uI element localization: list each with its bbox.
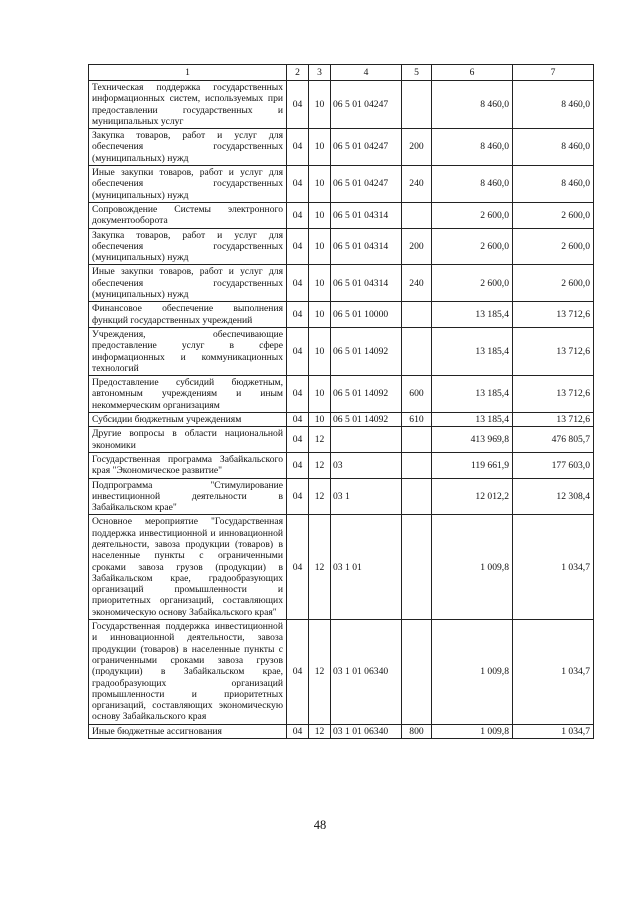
row-sum-2023-cell: 13 712,6 [513, 376, 594, 413]
row-razdel-cell: 10 [309, 202, 331, 228]
row-name-cell: Другие вопросы в области национальной экономики [89, 427, 287, 453]
row-vid-cell [402, 478, 432, 515]
row-sum-2022-cell: 413 969,8 [432, 427, 513, 453]
header-row [89, 65, 594, 81]
row-sum-2023-cell: 2 600,0 [513, 265, 594, 302]
row-ved-cell: 04 [287, 515, 309, 620]
row-ved-cell: 04 [287, 81, 309, 129]
row-tsel-cell: 03 1 [331, 478, 402, 515]
row-razdel-cell: 12 [309, 724, 331, 738]
row-sum-2023-cell: 8 460,0 [513, 81, 594, 129]
row-sum-2023-cell: 13 712,6 [513, 327, 594, 375]
row-tsel-cell: 06 5 01 04314 [331, 228, 402, 265]
header-col-1: 1 [89, 65, 287, 81]
row-sum-2023-cell: 177 603,0 [513, 452, 594, 478]
row-name-cell: Государственная поддержка инвестиционной и инновационной деятельности, завоза продукции (товаров) в населенные пункты с ограниченными сроками завоза грузов (продукции) в Забайкальском крае, градообразующих организаций промышленности и приоритетных организаций, составляющих экономическую основу Забайкальского края [89, 620, 287, 725]
header-col-4: 4 [331, 65, 402, 81]
row-name-cell: Финансовое обеспечение выполнения функций государственных учреждений [89, 302, 287, 328]
row-sum-2022-cell: 1 009,8 [432, 724, 513, 738]
row-ved-cell: 04 [287, 327, 309, 375]
table-row [89, 427, 594, 453]
row-razdel-cell: 12 [309, 478, 331, 515]
row-razdel-cell: 10 [309, 327, 331, 375]
row-ved-cell: 04 [287, 166, 309, 203]
table-row [89, 413, 594, 427]
row-sum-2023-cell: 1 034,7 [513, 620, 594, 725]
row-sum-2022-cell: 1 009,8 [432, 515, 513, 620]
row-tsel-cell: 06 5 01 10000 [331, 302, 402, 328]
row-vid-cell [402, 202, 432, 228]
row-vid-cell [402, 427, 432, 453]
row-razdel-cell: 10 [309, 413, 331, 427]
row-ved-cell: 04 [287, 478, 309, 515]
row-sum-2022-cell: 13 185,4 [432, 327, 513, 375]
row-name-cell: Иные закупки товаров, работ и услуг для обеспечения государственных (муниципальных) нужд [89, 166, 287, 203]
row-sum-2022-cell: 8 460,0 [432, 166, 513, 203]
row-razdel-cell: 12 [309, 515, 331, 620]
table-row [89, 515, 594, 620]
row-ved-cell: 04 [287, 413, 309, 427]
row-ved-cell: 04 [287, 620, 309, 725]
table-row [89, 129, 594, 166]
table-row [89, 452, 594, 478]
row-vid-cell [402, 302, 432, 328]
table-row [89, 202, 594, 228]
row-razdel-cell: 10 [309, 129, 331, 166]
row-sum-2023-cell: 8 460,0 [513, 129, 594, 166]
row-sum-2022-cell: 13 185,4 [432, 413, 513, 427]
row-vid-cell: 240 [402, 166, 432, 203]
row-sum-2023-cell: 13 712,6 [513, 302, 594, 328]
header-col-6: 6 [432, 65, 513, 81]
row-tsel-cell: 06 5 01 14092 [331, 376, 402, 413]
row-name-cell: Учреждения, обеспечивающие предоставление услуг в сфере информационных и коммуникационных технологий [89, 327, 287, 375]
table-row [89, 265, 594, 302]
row-ved-cell: 04 [287, 724, 309, 738]
row-razdel-cell: 12 [309, 620, 331, 725]
row-tsel-cell [331, 427, 402, 453]
row-ved-cell: 04 [287, 228, 309, 265]
row-sum-2023-cell: 1 034,7 [513, 515, 594, 620]
row-tsel-cell: 03 [331, 452, 402, 478]
row-razdel-cell: 12 [309, 427, 331, 453]
row-tsel-cell: 06 5 01 04314 [331, 265, 402, 302]
row-sum-2023-cell: 12 308,4 [513, 478, 594, 515]
row-sum-2023-cell: 13 712,6 [513, 413, 594, 427]
row-razdel-cell: 10 [309, 81, 331, 129]
row-name-cell: Закупка товаров, работ и услуг для обеспечения государственных (муниципальных) нужд [89, 228, 287, 265]
row-vid-cell: 240 [402, 265, 432, 302]
row-tsel-cell: 03 1 01 [331, 515, 402, 620]
header-col-7: 7 [513, 65, 594, 81]
row-vid-cell: 800 [402, 724, 432, 738]
row-tsel-cell: 06 5 01 04247 [331, 81, 402, 129]
row-name-cell: Предоставление субсидий бюджетным, автономным учреждениям и иным некоммерческим организациям [89, 376, 287, 413]
row-tsel-cell: 03 1 01 06340 [331, 620, 402, 725]
table-row [89, 327, 594, 375]
row-sum-2022-cell: 119 661,9 [432, 452, 513, 478]
row-ved-cell: 04 [287, 265, 309, 302]
table-row [89, 81, 594, 129]
row-vid-cell [402, 327, 432, 375]
row-sum-2022-cell: 1 009,8 [432, 620, 513, 725]
row-vid-cell [402, 620, 432, 725]
header-col-3: 3 [309, 65, 331, 81]
row-name-cell: Государственная программа Забайкальского края "Экономическое развитие" [89, 452, 287, 478]
row-ved-cell: 04 [287, 129, 309, 166]
row-name-cell: Закупка товаров, работ и услуг для обеспечения государственных (муниципальных) нужд [89, 129, 287, 166]
row-sum-2022-cell: 2 600,0 [432, 265, 513, 302]
row-sum-2022-cell: 2 600,0 [432, 202, 513, 228]
row-name-cell: Основное мероприятие "Государственная поддержка инвестиционной и инновационной деятельности, завоза продукции (товаров) в населенные пункты с ограниченными сроками завоза грузов (продукции) в Забайкальском крае, градообразующих организаций промышленности и приоритетных организаций, составляющих экономическую основу Забайкальского края" [89, 515, 287, 620]
row-name-cell: Сопровождение Системы электронного документооборота [89, 202, 287, 228]
row-vid-cell: 610 [402, 413, 432, 427]
page-number: 48 [313, 818, 327, 832]
row-vid-cell [402, 81, 432, 129]
row-vid-cell: 600 [402, 376, 432, 413]
row-vid-cell: 200 [402, 228, 432, 265]
table-row [89, 376, 594, 413]
header-col-5: 5 [402, 65, 432, 81]
row-tsel-cell: 06 5 01 14092 [331, 327, 402, 375]
row-ved-cell: 04 [287, 452, 309, 478]
row-razdel-cell: 10 [309, 265, 331, 302]
row-vid-cell [402, 452, 432, 478]
row-sum-2022-cell: 8 460,0 [432, 129, 513, 166]
row-sum-2022-cell: 13 185,4 [432, 376, 513, 413]
table-row [89, 166, 594, 203]
row-vid-cell [402, 515, 432, 620]
budget-table [88, 64, 594, 739]
row-sum-2022-cell: 12 012,2 [432, 478, 513, 515]
row-name-cell: Субсидии бюджетным учреждениям [89, 413, 287, 427]
row-sum-2023-cell: 1 034,7 [513, 724, 594, 738]
row-sum-2022-cell: 2 600,0 [432, 228, 513, 265]
row-sum-2023-cell: 476 805,7 [513, 427, 594, 453]
row-name-cell: Иные бюджетные ассигнования [89, 724, 287, 738]
table-row [89, 228, 594, 265]
row-sum-2022-cell: 13 185,4 [432, 302, 513, 328]
row-name-cell: Техническая поддержка государственных информационных систем, используемых при предоставлении государственных и муниципальных услуг [89, 81, 287, 129]
table-row [89, 302, 594, 328]
row-ved-cell: 04 [287, 202, 309, 228]
row-razdel-cell: 10 [309, 228, 331, 265]
row-name-cell: Иные закупки товаров, работ и услуг для обеспечения государственных (муниципальных) нужд [89, 265, 287, 302]
row-name-cell: Подпрограмма "Стимулирование инвестиционной деятельности в Забайкальском крае" [89, 478, 287, 515]
row-razdel-cell: 10 [309, 376, 331, 413]
row-sum-2022-cell: 8 460,0 [432, 81, 513, 129]
row-vid-cell: 200 [402, 129, 432, 166]
table-row [89, 620, 594, 725]
row-ved-cell: 04 [287, 302, 309, 328]
table-body [89, 81, 594, 739]
row-razdel-cell: 10 [309, 302, 331, 328]
header-col-2: 2 [287, 65, 309, 81]
row-tsel-cell: 06 5 01 04314 [331, 202, 402, 228]
table-row [89, 724, 594, 738]
row-tsel-cell: 06 5 01 04247 [331, 166, 402, 203]
row-ved-cell: 04 [287, 376, 309, 413]
table-row [89, 478, 594, 515]
row-sum-2023-cell: 2 600,0 [513, 228, 594, 265]
row-tsel-cell: 06 5 01 14092 [331, 413, 402, 427]
row-sum-2023-cell: 8 460,0 [513, 166, 594, 203]
row-tsel-cell: 03 1 01 06340 [331, 724, 402, 738]
row-tsel-cell: 06 5 01 04247 [331, 129, 402, 166]
row-sum-2023-cell: 2 600,0 [513, 202, 594, 228]
row-ved-cell: 04 [287, 427, 309, 453]
row-razdel-cell: 12 [309, 452, 331, 478]
row-razdel-cell: 10 [309, 166, 331, 203]
